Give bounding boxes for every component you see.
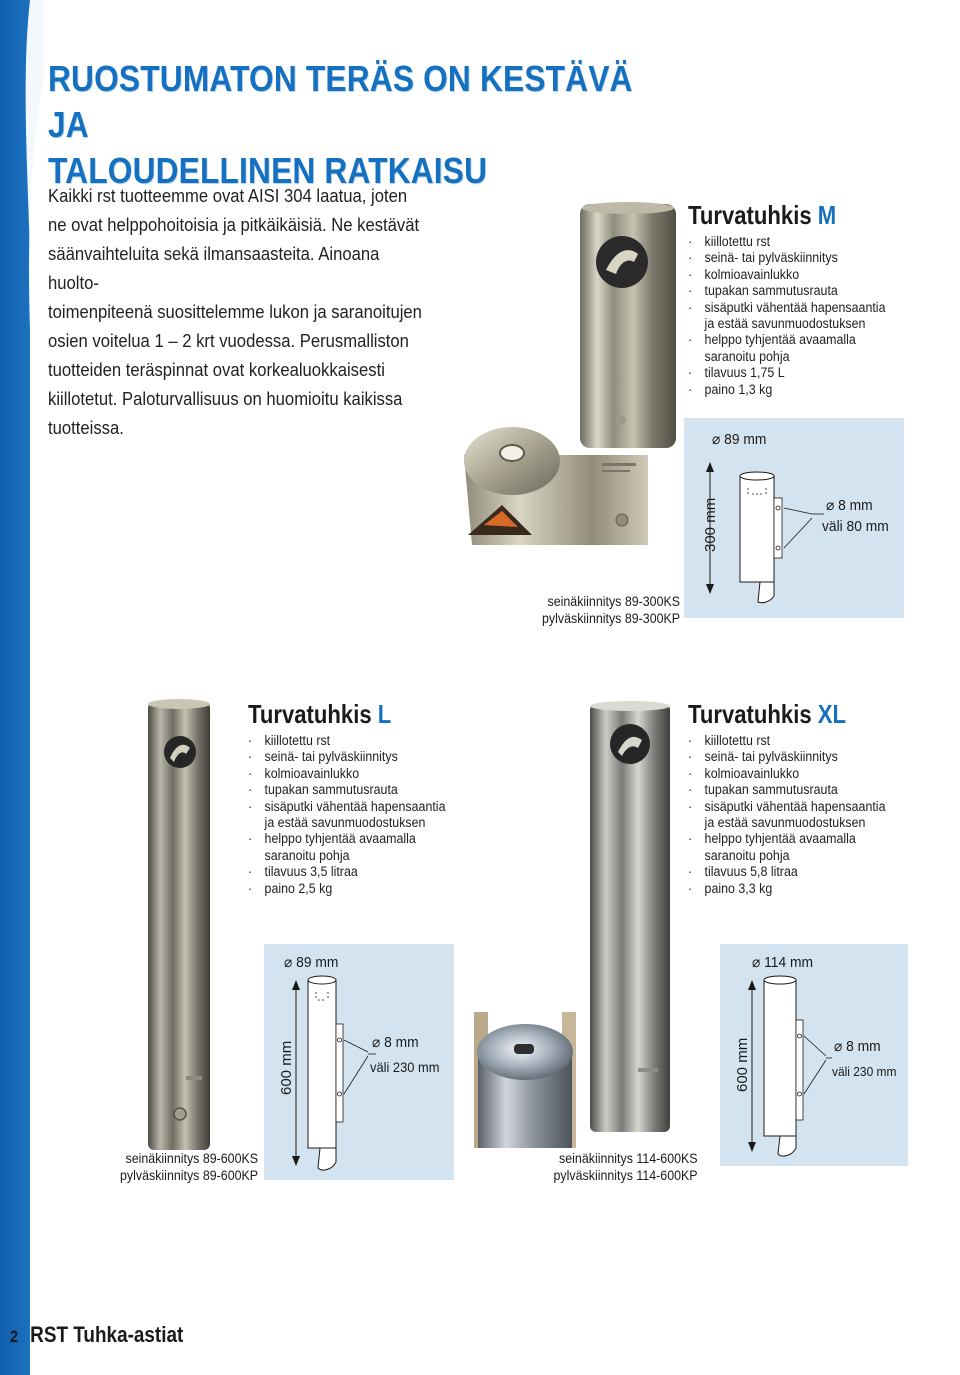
list-item: · tupakan sammutusrauta [688, 782, 838, 798]
diameter-icon: ⌀ [372, 1034, 385, 1051]
list-item: · paino 3,3 kg [688, 880, 773, 896]
intro-line: Kaikki rst tuotteemme ovat AISI 304 laatua, joten [48, 185, 408, 206]
product-photo-xl-top [470, 1012, 580, 1148]
list-item: · kolmioavainlukko [248, 765, 360, 781]
product-title-m [688, 200, 836, 230]
intro-line: säänvaihteluita sekä ilmansaasteita. Ainoana huolto- [48, 243, 380, 293]
product-photo-l [144, 696, 214, 1156]
intro-line: tuotteissa. [48, 417, 124, 438]
intro-line: toimenpiteenä suosittelemme lukon ja saranoitujen [48, 301, 422, 322]
product-size: L [377, 699, 392, 729]
product-photo-xl-tall [586, 698, 674, 1138]
product-title-xl [688, 699, 846, 729]
caption-m: seinäkiinnitys 89-300KS pylväskiinnitys 89-300KP [541, 594, 680, 626]
product-name: Turvatuhkis [248, 699, 372, 729]
hole-label-m: ⌀ 8 mm [826, 497, 873, 514]
diameter-label-xl: ⌀ 114 mm [752, 954, 813, 971]
list-item: · tilavuus 5,8 litraa [688, 864, 798, 880]
page-title [48, 56, 682, 194]
list-item: · paino 1,3 kg [688, 381, 773, 397]
hole-label-xl: ⌀ 8 mm [834, 1038, 881, 1055]
height-label-l: 600 mm [278, 1040, 295, 1095]
list-item: · tupakan sammutusrauta [248, 782, 398, 798]
feature-list-l [248, 733, 445, 897]
diameter-icon: ⌀ [834, 1038, 847, 1055]
list-item: · seinä- tai pylväskiinnitys [248, 749, 398, 765]
height-label-xl: 600 mm [734, 1037, 751, 1092]
intro-line: osien voitelua 1 – 2 krt vuodessa. Perusmalliston [48, 330, 409, 351]
list-item: · paino 2,5 kg [248, 880, 333, 896]
diameter-label-l: ⌀ 89 mm [284, 954, 339, 971]
list-item: · kiillotettu rst [248, 733, 331, 748]
product-size: M [817, 200, 837, 230]
diameter-label-m: ⌀ 89 mm [712, 431, 767, 448]
page-footer [10, 1322, 183, 1348]
product-photo-m-top [462, 425, 652, 545]
intro-line: tuotteiden teräspinnat ovat korkealuokkaisesti [48, 359, 385, 380]
spacing-label-xl: väli 230 mm [832, 1064, 897, 1079]
feature-list-m [688, 234, 885, 398]
product-size: XL [817, 699, 847, 729]
list-item: · helppo tyhjentää avaamalla saranoitu pohja [688, 332, 856, 364]
list-item: · tilavuus 3,5 litraa [248, 864, 358, 880]
diameter-icon: ⌀ [284, 954, 297, 971]
product-title-l [248, 699, 391, 729]
feature-list-xl [688, 733, 885, 897]
caption-xl: seinäkiinnitys 114-600KS pylväskiinnitys 114-600KP [553, 1151, 698, 1183]
page-title-line1: RUOSTUMATON TERÄS ON KESTÄVÄ JA [48, 58, 633, 145]
hole-label-l: ⌀ 8 mm [372, 1034, 419, 1051]
product-name: Turvatuhkis [688, 699, 812, 729]
list-item: · helppo tyhjentää avaamalla saranoitu pohja [688, 831, 856, 863]
list-item: · sisäputki vähentää hapensaantia ja estää savunmuodostuksen [248, 798, 446, 831]
spacing-label-m: väli 80 mm [822, 518, 889, 535]
intro-paragraph [48, 181, 426, 442]
list-item: · kiillotettu rst [688, 234, 771, 249]
list-item: · kolmioavainlukko [688, 765, 800, 781]
height-label-m: 300 mm [702, 497, 719, 552]
list-item: · sisäputki vähentää hapensaantia ja estää savunmuodostuksen [688, 798, 886, 831]
intro-line: ne ovat helppohoitoisia ja pitkäikäisiä. Ne kestävät [48, 214, 420, 235]
diameter-icon: ⌀ [752, 954, 765, 971]
page-title-line2: TALOUDELLINEN RATKAISU [48, 150, 488, 191]
product-photo-m-tall [576, 200, 680, 450]
list-item: · sisäputki vähentää hapensaantia ja estää savunmuodostuksen [688, 299, 886, 332]
spacing-label-l: väli 230 mm [370, 1059, 440, 1075]
footer-title: RST Tuhka-astiat [30, 1322, 184, 1347]
list-item: · kolmioavainlukko [688, 266, 800, 282]
list-item: · tupakan sammutusrauta [688, 283, 838, 299]
product-name: Turvatuhkis [688, 200, 812, 230]
list-item: · seinä- tai pylväskiinnitys [688, 250, 838, 266]
intro-line: kiillotetut. Paloturvallisuus on huomioitu kaikissa [48, 388, 403, 409]
page-number: 2 [10, 1327, 19, 1346]
diameter-icon: ⌀ [826, 497, 839, 514]
diameter-icon: ⌀ [712, 431, 725, 448]
list-item: · seinä- tai pylväskiinnitys [688, 749, 838, 765]
list-item: · kiillotettu rst [688, 733, 771, 748]
list-item: · helppo tyhjentää avaamalla saranoitu pohja [248, 831, 416, 863]
caption-l: seinäkiinnitys 89-600KS pylväskiinnitys 89-600KP [119, 1151, 258, 1183]
list-item: · tilavuus 1,75 L [688, 365, 785, 381]
